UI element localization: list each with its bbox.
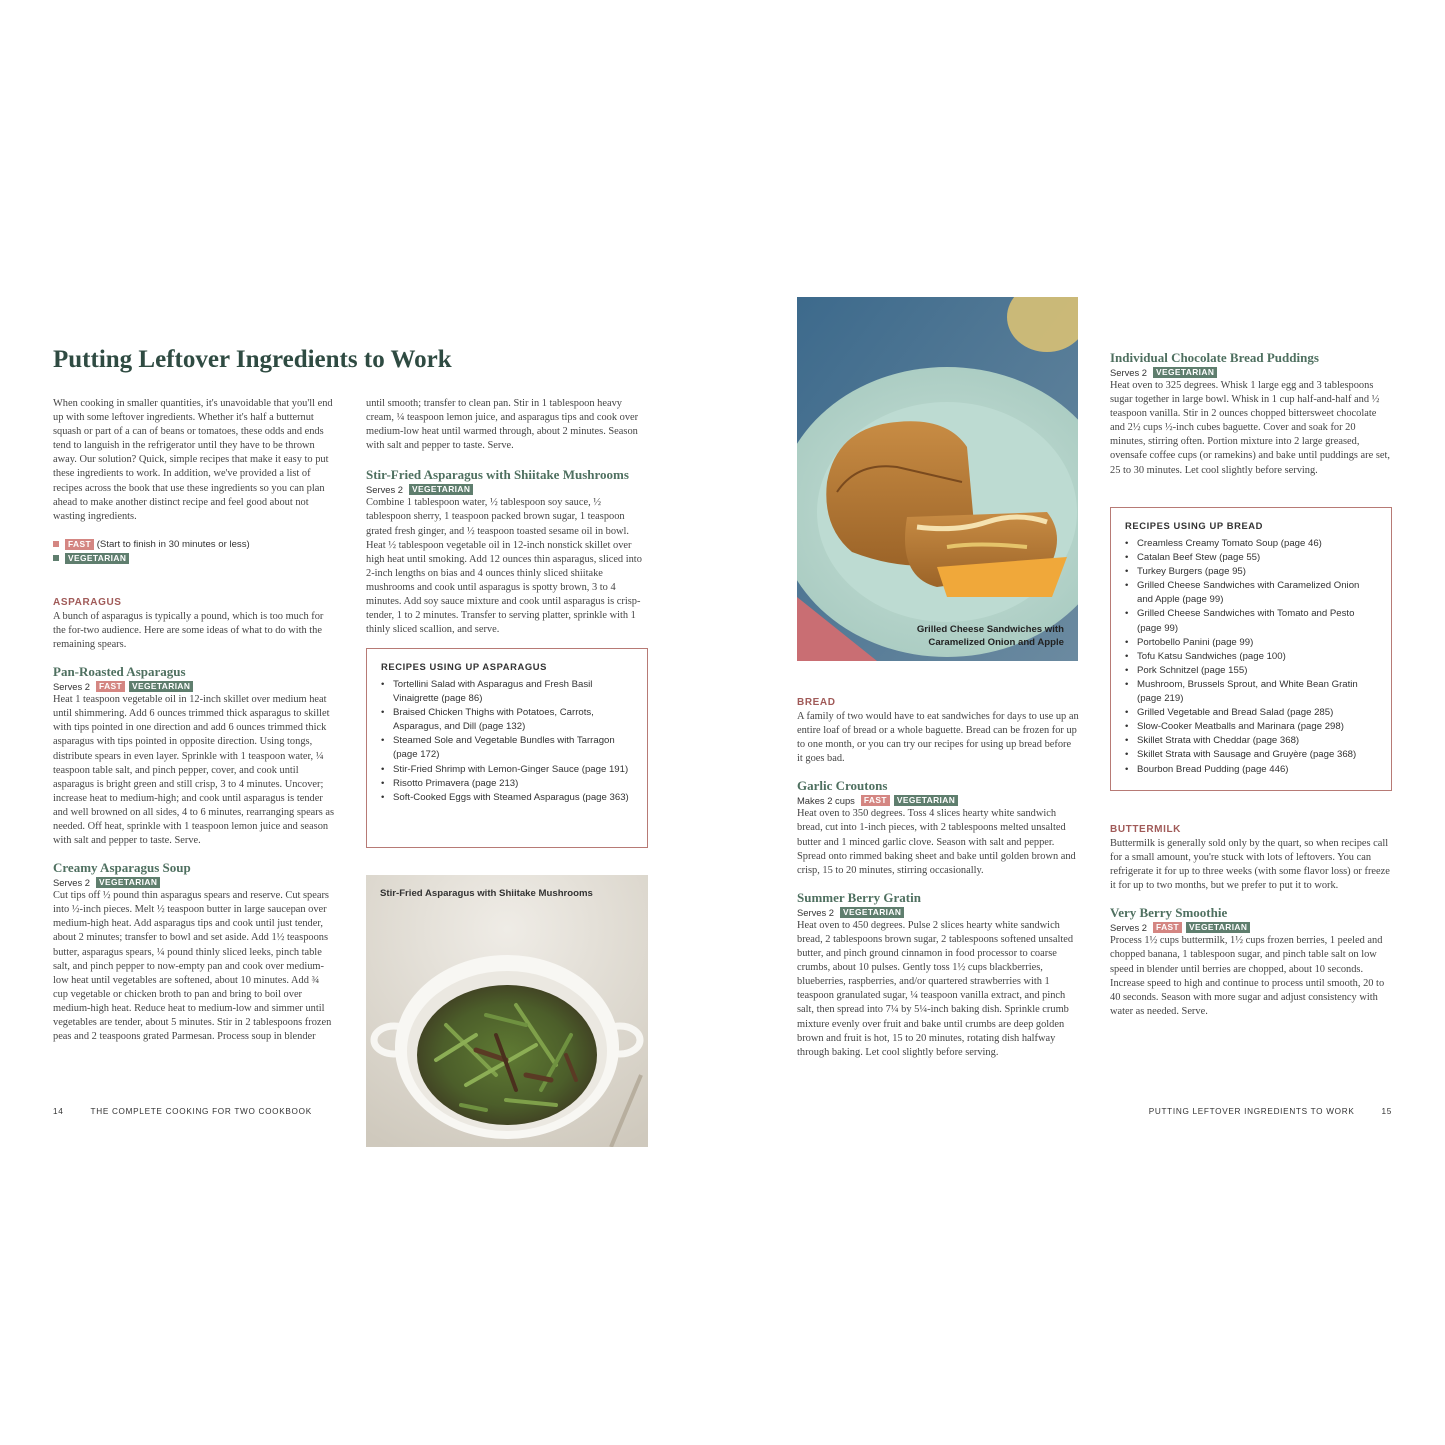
recipe-title-creamy-soup: Creamy Asparagus Soup [53, 860, 191, 876]
recipe-meta-smoothie [1110, 921, 1392, 934]
list-item: • Portobello Panini (page 99) [1125, 636, 1377, 650]
column-1 [53, 397, 336, 1044]
list-item: • Braised Chicken Thighs with Potatoes, Carrots, Asparagus, and Dill (page 132) [381, 706, 633, 734]
column-4-lower [1110, 803, 1392, 1019]
recipe-title-smoothie: Very Berry Smoothie [1110, 905, 1228, 921]
vegetarian-badge: VEGETARIAN [1153, 367, 1217, 378]
list-item: • Slow-Cooker Meatballs and Marinara (page 298) [1125, 720, 1377, 734]
list-item: • Grilled Cheese Sandwiches with Caramelized Onion and Apple (page 99) [1125, 579, 1377, 607]
footer-right [1149, 1107, 1392, 1116]
recipe-text-creamy-soup: Cut tips off ½ pound thin asparagus spears and reserve. Cut spears into ½-inch pieces. Melt ½ teaspoon butter in large saucepan over medium-high heat. Add asparagus tips and cook until just tender, about 2 minutes; transfer to bowl and set aside. Add 1½ teaspoons butter, asparagus spears, ¼ pound thinly sliced leeks, pinch table salt, and pinch pepper to now-empty pan and cook over medium-low heat until vegetables are softened, about 10 minutes. Add ¾ cup vegetable or chicken broth to pan and bring to boil over medium-high heat. Reduce heat to medium-low and simmer until vegetables are tender, about 5 minutes. Stir in 2 tablespoons frozen peas and 2 teaspoons grated Parmesan. Process soup in blender [53, 890, 332, 1043]
recipe-text-croutons: Heat oven to 350 degrees. Toss 4 slices hearty white sandwich bread, cut into 1-inch pieces, with 2 tablespoons melted unsalted butter and 1 minced garlic clove. Season with salt and pepper. Spread onto rimmed baking sheet and bake until golden brown and crisp, 15 to 20 minutes, stirring occasionally. [797, 808, 1076, 876]
list-item: • Grilled Vegetable and Bread Salad (page 285) [1125, 706, 1377, 720]
column-2 [366, 397, 648, 637]
fast-badge: FAST [65, 539, 94, 550]
list-item: • Creamless Creamy Tomato Soup (page 46) [1125, 537, 1377, 551]
recipe-meta-puddings [1110, 366, 1392, 379]
recipe-meta-pan-roasted [53, 680, 336, 693]
vegetarian-badge: VEGETARIAN [1186, 922, 1250, 933]
buttermilk-intro: Buttermilk is generally sold only by the quart, so when recipes call for a small amount, you're stuck with lots of leftovers. You can refrigerate it for up to three weeks (with some flavor loss) or freeze it for up to two months, but we prefer to put it to work. [1110, 838, 1390, 892]
list-item: • Bourbon Bread Pudding (page 446) [1125, 763, 1377, 777]
photo-grilled-cheese [797, 297, 1078, 661]
list-item: • Turkey Burgers (page 95) [1125, 565, 1377, 579]
bread-intro: A family of two would have to eat sandwiches for days to use up an entire loaf of bread or a whole baguette. Bread can be frozen for up to one month, or you can try our recipes for using up bread before it goes bad. [797, 711, 1079, 765]
list-item: • Grilled Cheese Sandwiches with Tomato and Pesto (page 99) [1125, 607, 1377, 635]
list-item: • Tofu Katsu Sandwiches (page 100) [1125, 650, 1377, 664]
box-title: RECIPES USING UP BREAD [1125, 520, 1264, 531]
photo-caption: Grilled Cheese Sandwiches with Caramelized Onion and Apple [916, 624, 1064, 648]
section-heading-bread: BREAD [797, 697, 836, 708]
recipe-list [381, 678, 633, 805]
list-item: • Mushroom, Brussels Sprout, and White Bean Gratin (page 219) [1125, 678, 1377, 706]
vegetarian-badge: VEGETARIAN [840, 907, 904, 918]
page-title: Putting Leftover Ingredients to Work [53, 346, 452, 373]
vegetarian-badge: VEGETARIAN [894, 795, 958, 806]
asparagus-bowl-illustration [366, 875, 648, 1147]
page-number-left: 14 [53, 1107, 64, 1116]
list-item: • Catalan Beef Stew (page 55) [1125, 551, 1377, 565]
makes-label: Makes 2 cups [797, 795, 855, 807]
serves-label: Serves 2 [53, 681, 91, 693]
fast-square-icon [53, 541, 59, 547]
photo-stir-fried-asparagus [366, 875, 648, 1147]
list-item: • Skillet Strata with Cheddar (page 368) [1125, 734, 1377, 748]
photo-caption: Stir-Fried Asparagus with Shiitake Mushrooms [380, 888, 593, 899]
section-heading-asparagus: ASPARAGUS [53, 596, 122, 608]
recipes-box-asparagus [366, 648, 648, 848]
list-item: • Soft-Cooked Eggs with Steamed Asparagus (page 363) [381, 791, 633, 805]
list-item: • Steamed Sole and Vegetable Bundles with Tarragon (page 172) [381, 734, 633, 762]
list-item: • Pork Schnitzel (page 155) [1125, 664, 1377, 678]
serves-label: Serves 2 [1110, 922, 1148, 934]
list-item: • Skillet Strata with Sausage and Gruyère (page 368) [1125, 748, 1377, 762]
vegetarian-badge: VEGETARIAN [129, 681, 193, 692]
recipe-title-puddings: Individual Chocolate Bread Puddings [1110, 350, 1319, 365]
box-title: RECIPES USING UP ASPARAGUS [381, 661, 547, 672]
legend-fast-note: (Start to finish in 30 minutes or less) [96, 538, 250, 550]
list-item: • Risotto Primavera (page 213) [381, 777, 633, 791]
vegetarian-badge: VEGETARIAN [409, 484, 473, 495]
legend-vegetarian [53, 552, 336, 566]
sandwich-plate-illustration [797, 297, 1078, 661]
list-item: • Tortellini Salad with Asparagus and Fresh Basil Vinaigrette (page 86) [381, 678, 633, 706]
recipe-title-croutons: Garlic Croutons [797, 778, 888, 794]
serves-label: Serves 2 [53, 877, 91, 889]
recipe-text-smoothie: Process 1½ cups buttermilk, 1½ cups frozen berries, 1 peeled and chopped banana, 1 tablespoon sugar, and pinch table salt on low speed in blender until berries are chopped, about 10 seconds. Increase speed to high and continue to process until smooth, 20 to 40 seconds. Season with more sugar and adjust consistency with water as needed. Serve. [1110, 935, 1385, 1017]
recipe-text-puddings: Heat oven to 325 degrees. Whisk 1 large egg and 3 tablespoons sugar together in large bowl. Whisk in 1 cup half-and-half and ½ teaspoon vanilla. Stir in 2 ounces chopped bittersweet chocolate and 2½ cups ½-inch cubes baguette. Cover and soak for 20 minutes, stirring often. Portion mixture into 2 large greased, ovensafe coffee cups (or ramekins) and bake until puddings are set, 25 to 30 minutes. Let cool slightly before serving. [1110, 380, 1390, 476]
column-3 [797, 676, 1079, 1060]
recipe-title-stir-fried: Stir-Fried Asparagus with Shiitake Mushrooms [366, 467, 629, 483]
recipe-text-creamy-soup-continued: until smooth; transfer to clean pan. Stir in 1 tablespoon heavy cream, ¼ teaspoon lemon juice, and asparagus tips and cook over medium-low heat until warmed through, about 2 minutes. Season with salt and pepper to taste. Serve. [366, 398, 639, 452]
intro-text: When cooking in smaller quantities, it's unavoidable that you'll end up with some leftover ingredients. Whether it's half a butternut squash or part of a can of beans or tomatoes, these odds and ends tend to languish in the refrigerator until they have to be thrown away. Our solution? Quick, simple recipes that make it easy to put these ingredients to work. In addition, we've provided a list of recipes across the book that use these ingredients so you can plan ahead to make another distinct recipe and feel good about not wasting ingredients. [53, 398, 333, 522]
legend [53, 538, 336, 566]
fast-badge: FAST [1153, 922, 1182, 933]
vegetarian-badge: VEGETARIAN [96, 877, 160, 888]
recipe-meta-creamy-soup [53, 876, 336, 889]
chapter-title: PUTTING LEFTOVER INGREDIENTS TO WORK [1148, 1107, 1355, 1116]
fast-badge: FAST [861, 795, 890, 806]
recipe-meta-gratin [797, 906, 1079, 919]
recipe-text-stir-fried: Combine 1 tablespoon water, ½ tablespoon soy sauce, ½ tablespoon sherry, 1 teaspoon packed brown sugar, 1 teaspoon grated fresh ginger, and ½ teaspoon toasted sesame oil in bowl. Heat ½ tablespoon vegetable oil in 12-inch nonstick skillet over high heat until smoking. Add 12 ounces thin asparagus, sliced into 2-inch lengths on bias and 4 ounces thinly sliced shiitake mushrooms and cook until asparagus is spotty brown, 3 to 4 minutes. Add soy sauce mixture and cook until asparagus is crisp-tender, 1 to 2 minutes. Transfer to serving platter, sprinkle with 1 thinly sliced scallion, and serve. [366, 497, 642, 636]
vegetarian-badge: VEGETARIAN [65, 553, 129, 564]
section-heading-buttermilk: BUTTERMILK [1110, 824, 1181, 835]
recipe-list [1125, 537, 1377, 777]
page-number-right: 15 [1381, 1107, 1392, 1116]
recipe-meta-stir-fried [366, 483, 648, 496]
asparagus-intro: A bunch of asparagus is typically a pound, which is too much for the for-two audience. Here are some ideas of what to do with the remaining spears. [53, 610, 324, 651]
serves-label: Serves 2 [797, 906, 835, 918]
recipes-box-bread [1110, 507, 1392, 791]
list-item: • Stir-Fried Shrimp with Lemon-Ginger Sauce (page 191) [381, 763, 633, 777]
recipe-text-gratin: Heat oven to 450 degrees. Pulse 2 slices hearty white sandwich bread, 2 tablespoons brown sugar, 2 tablespoons softened unsalted butter, and pinch ground cinnamon in food processor to coarse crumbs, about 10 pulses. Gently toss 1½ cups blackberries, blueberries, raspberries, and/or quartered strawberries with 1 teaspoon granulated sugar, ¼ teaspoon vanilla extract, and pinch salt, then spread into 7¼ by 5¼-inch baking dish. Sprinkle crumb mixture evenly over fruit and bake until crumbs are deep golden brown and fruit is hot, 15 to 20 minutes, rotating dish halfway through baking. Let cool slightly before serving. [797, 919, 1074, 1058]
recipe-text-pan-roasted: Heat 1 teaspoon vegetable oil in 12-inch skillet over medium heat until shimmering. Add 6 ounces trimmed thick asparagus to skillet with tips pointed in one direction and add 6 ounces trimmed thick asparagus with tips pointed in opposite direction. Using tongs, distribute spears in even layer. Sprinkle with 1 teaspoon water, ¼ teaspoon table salt, and pinch pepper, cover, and cook until asparagus is bright green and still crisp, 3 to 4 minutes. Uncover; increase heat to medium-high; and cook until asparagus is tender and well browned on all sides, 4 to 6 minutes, rearranging spears as needed. Off heat, sprinkle with 1 teaspoon lemon juice and season with salt and pepper to taste. Serve. [53, 694, 335, 847]
footer-left [53, 1107, 312, 1116]
recipe-title-pan-roasted: Pan-Roasted Asparagus [53, 664, 186, 680]
vegetarian-square-icon [53, 555, 59, 561]
book-title: THE COMPLETE COOKING FOR TWO COOKBOOK [90, 1107, 312, 1116]
recipe-title-gratin: Summer Berry Gratin [797, 889, 921, 905]
column-4 [1110, 350, 1392, 478]
legend-fast [53, 538, 336, 552]
serves-label: Serves 2 [1110, 367, 1148, 378]
fast-badge: FAST [96, 681, 125, 692]
recipe-meta-croutons [797, 794, 1079, 807]
serves-label: Serves 2 [366, 484, 404, 496]
